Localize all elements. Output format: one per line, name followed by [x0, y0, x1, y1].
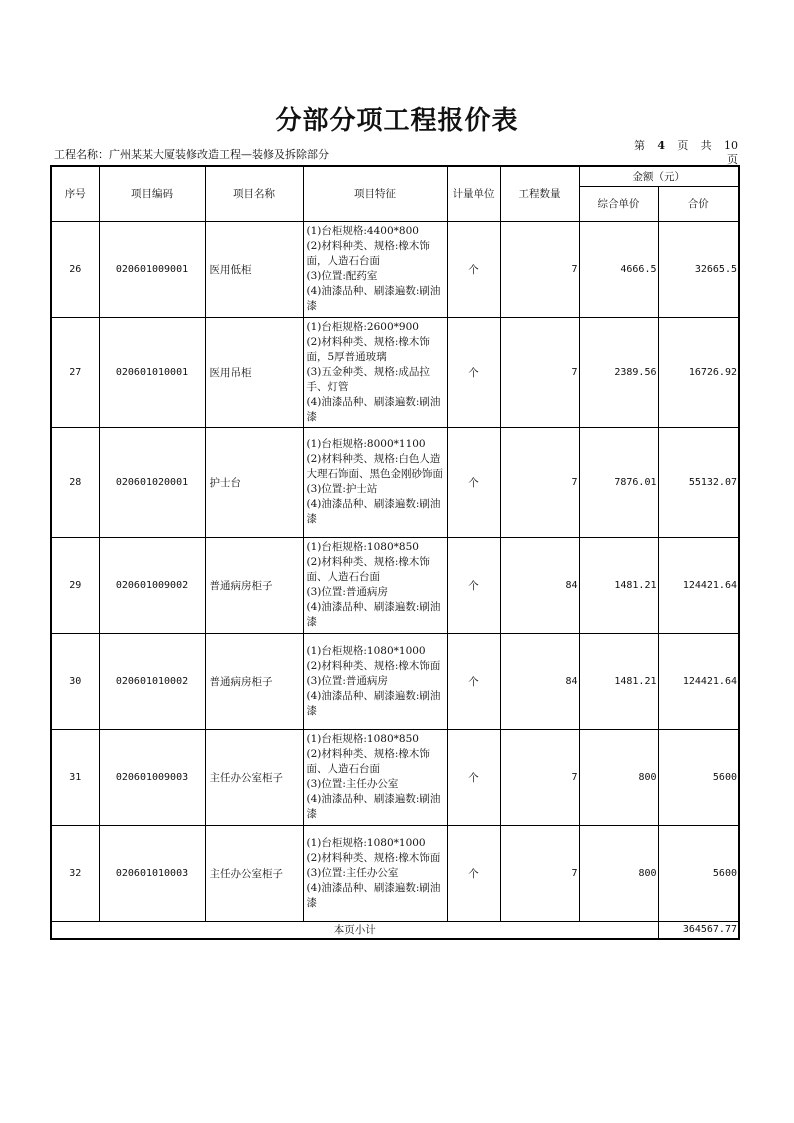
table-row	[51, 825, 739, 921]
cell-feature	[303, 427, 447, 537]
header-qty: 工程数量	[500, 166, 579, 221]
cell-name: 普通病房柜子	[205, 633, 303, 729]
feature-line: (3)位置:护士站	[306, 483, 378, 495]
feature-line: (2)材料种类、规格:橡木饰面、人造石台面	[306, 556, 430, 583]
feature-line: (2)材料种类、规格:白色人造大理石饰面、黑色金刚砂饰面	[306, 453, 443, 480]
cell-qty: 7	[500, 729, 579, 825]
feature-line: (4)油漆品种、刷漆遍数:刷油漆	[306, 793, 441, 820]
feature-line: (4)油漆品种、刷漆遍数:刷油漆	[306, 601, 441, 628]
feature-line: (3)位置:配药室	[306, 270, 378, 282]
table-row	[51, 537, 739, 633]
cell-feature	[303, 317, 447, 427]
cell-price: 1481.21	[579, 633, 658, 729]
cell-name: 主任办公室柜子	[205, 729, 303, 825]
cell-qty: 84	[500, 537, 579, 633]
cell-qty: 7	[500, 825, 579, 921]
cell-qty: 7	[500, 427, 579, 537]
table-row	[51, 729, 739, 825]
table-row	[51, 221, 739, 317]
header-feature: 项目特征	[303, 166, 447, 221]
cell-code: 020601010003	[99, 825, 205, 921]
feature-line: (1)台柜规格:1080*1000	[306, 644, 426, 657]
cell-total: 55132.07	[658, 427, 739, 537]
cell-seq: 27	[51, 317, 99, 427]
subtotal-value: 364567.77	[658, 921, 739, 939]
cell-total: 124421.64	[658, 633, 739, 729]
feature-line: (2)材料种类、规格:橡木饰面，人造石台面	[306, 240, 430, 267]
cell-feature	[303, 633, 447, 729]
cell-unit: 个	[447, 729, 500, 825]
page-gong: 共	[700, 139, 712, 152]
cell-name: 医用低柜	[205, 221, 303, 317]
project-name: 工程名称：广州某某大厦装修改造工程—装修及拆除部分	[54, 148, 329, 161]
header-seq: 序号	[51, 166, 99, 221]
feature-line: (2)材料种类、规格:橡木饰面	[306, 851, 441, 864]
feature-line: (3)五金种类、规格:成品拉手、灯管	[306, 365, 430, 393]
cell-price: 800	[579, 729, 658, 825]
header-unit: 计量单位	[447, 166, 500, 221]
feature-line: (2)材料种类、规格:橡木饰面、人造石台面	[306, 748, 430, 775]
cell-unit: 个	[447, 633, 500, 729]
cell-feature	[303, 729, 447, 825]
cell-feature	[303, 221, 447, 317]
cell-qty: 84	[500, 633, 579, 729]
feature-line: (3)位置:主任办公室	[306, 866, 399, 879]
feature-line: (1)台柜规格:1080*850	[306, 541, 419, 553]
feature-line: (1)台柜规格:8000*1100	[306, 438, 426, 450]
cell-unit: 个	[447, 317, 500, 427]
feature-line: (1)台柜规格:4400*800	[306, 225, 419, 237]
cell-total: 32665.5	[658, 221, 739, 317]
page-di: 第	[634, 139, 645, 152]
cell-unit: 个	[447, 221, 500, 317]
page-number: 4	[657, 139, 665, 152]
feature-line: (3)位置:主任办公室	[306, 778, 399, 790]
subtotal-label: 本页小计	[51, 921, 658, 939]
feature-line: (3)位置:普通病房	[306, 586, 388, 598]
cell-feature	[303, 537, 447, 633]
table-row	[51, 317, 739, 427]
cell-total: 16726.92	[658, 317, 739, 427]
page-title: 分部分项工程报价表	[275, 106, 519, 136]
cell-total: 5600	[658, 729, 739, 825]
cell-price: 1481.21	[579, 537, 658, 633]
header-unit-price: 综合单价	[579, 186, 658, 221]
page-total: 10	[723, 139, 738, 152]
cell-name: 医用吊柜	[205, 317, 303, 427]
header-code: 项目编码	[99, 166, 205, 221]
cell-seq: 28	[51, 427, 99, 537]
header-name: 项目名称	[205, 166, 303, 221]
feature-line: (1)台柜规格:2600*900	[306, 320, 419, 333]
page-ye-2: 页	[727, 153, 738, 166]
cell-name: 主任办公室柜子	[205, 825, 303, 921]
cell-total: 124421.64	[658, 537, 739, 633]
feature-line: (4)油漆品种、刷漆遍数:刷油漆	[306, 395, 441, 423]
cell-price: 2389.56	[579, 317, 658, 427]
cell-seq: 31	[51, 729, 99, 825]
feature-line: (4)油漆品种、刷漆遍数:刷油漆	[306, 881, 441, 909]
cell-seq: 29	[51, 537, 99, 633]
cell-price: 7876.01	[579, 427, 658, 537]
cell-price: 800	[579, 825, 658, 921]
feature-line: (3)位置:普通病房	[306, 674, 388, 687]
cell-seq: 26	[51, 221, 99, 317]
cell-unit: 个	[447, 537, 500, 633]
cell-qty: 7	[500, 317, 579, 427]
table-row	[51, 633, 739, 729]
feature-line: (1)台柜规格:1080*850	[306, 733, 419, 745]
header-total: 合价	[658, 186, 739, 221]
cell-unit: 个	[447, 825, 500, 921]
cell-code: 020601009001	[99, 221, 205, 317]
page-indicator	[634, 139, 738, 167]
page-ye: 页	[677, 139, 689, 152]
table-row	[51, 427, 739, 537]
cell-name: 普通病房柜子	[205, 537, 303, 633]
cell-qty: 7	[500, 221, 579, 317]
cell-unit: 个	[447, 427, 500, 537]
feature-line: (4)油漆品种、刷漆遍数:刷油漆	[306, 285, 441, 312]
cell-code: 020601010001	[99, 317, 205, 427]
quote-table	[50, 165, 740, 940]
cell-price: 4666.5	[579, 221, 658, 317]
header-amount: 金额（元）	[579, 166, 739, 186]
cell-name: 护士台	[205, 427, 303, 537]
feature-line: (4)油漆品种、刷漆遍数:刷油漆	[306, 498, 441, 525]
cell-total: 5600	[658, 825, 739, 921]
cell-code: 020601009002	[99, 537, 205, 633]
feature-line: (2)材料种类、规格:橡木饰面，5厚普通玻璃	[306, 335, 430, 363]
cell-code: 020601010002	[99, 633, 205, 729]
cell-feature	[303, 825, 447, 921]
cell-seq: 32	[51, 825, 99, 921]
feature-line: (1)台柜规格:1080*1000	[306, 836, 426, 849]
cell-code: 020601020001	[99, 427, 205, 537]
cell-code: 020601009003	[99, 729, 205, 825]
cell-seq: 30	[51, 633, 99, 729]
feature-line: (4)油漆品种、刷漆遍数:刷油漆	[306, 689, 441, 717]
feature-line: (2)材料种类、规格:橡木饰面	[306, 659, 441, 672]
